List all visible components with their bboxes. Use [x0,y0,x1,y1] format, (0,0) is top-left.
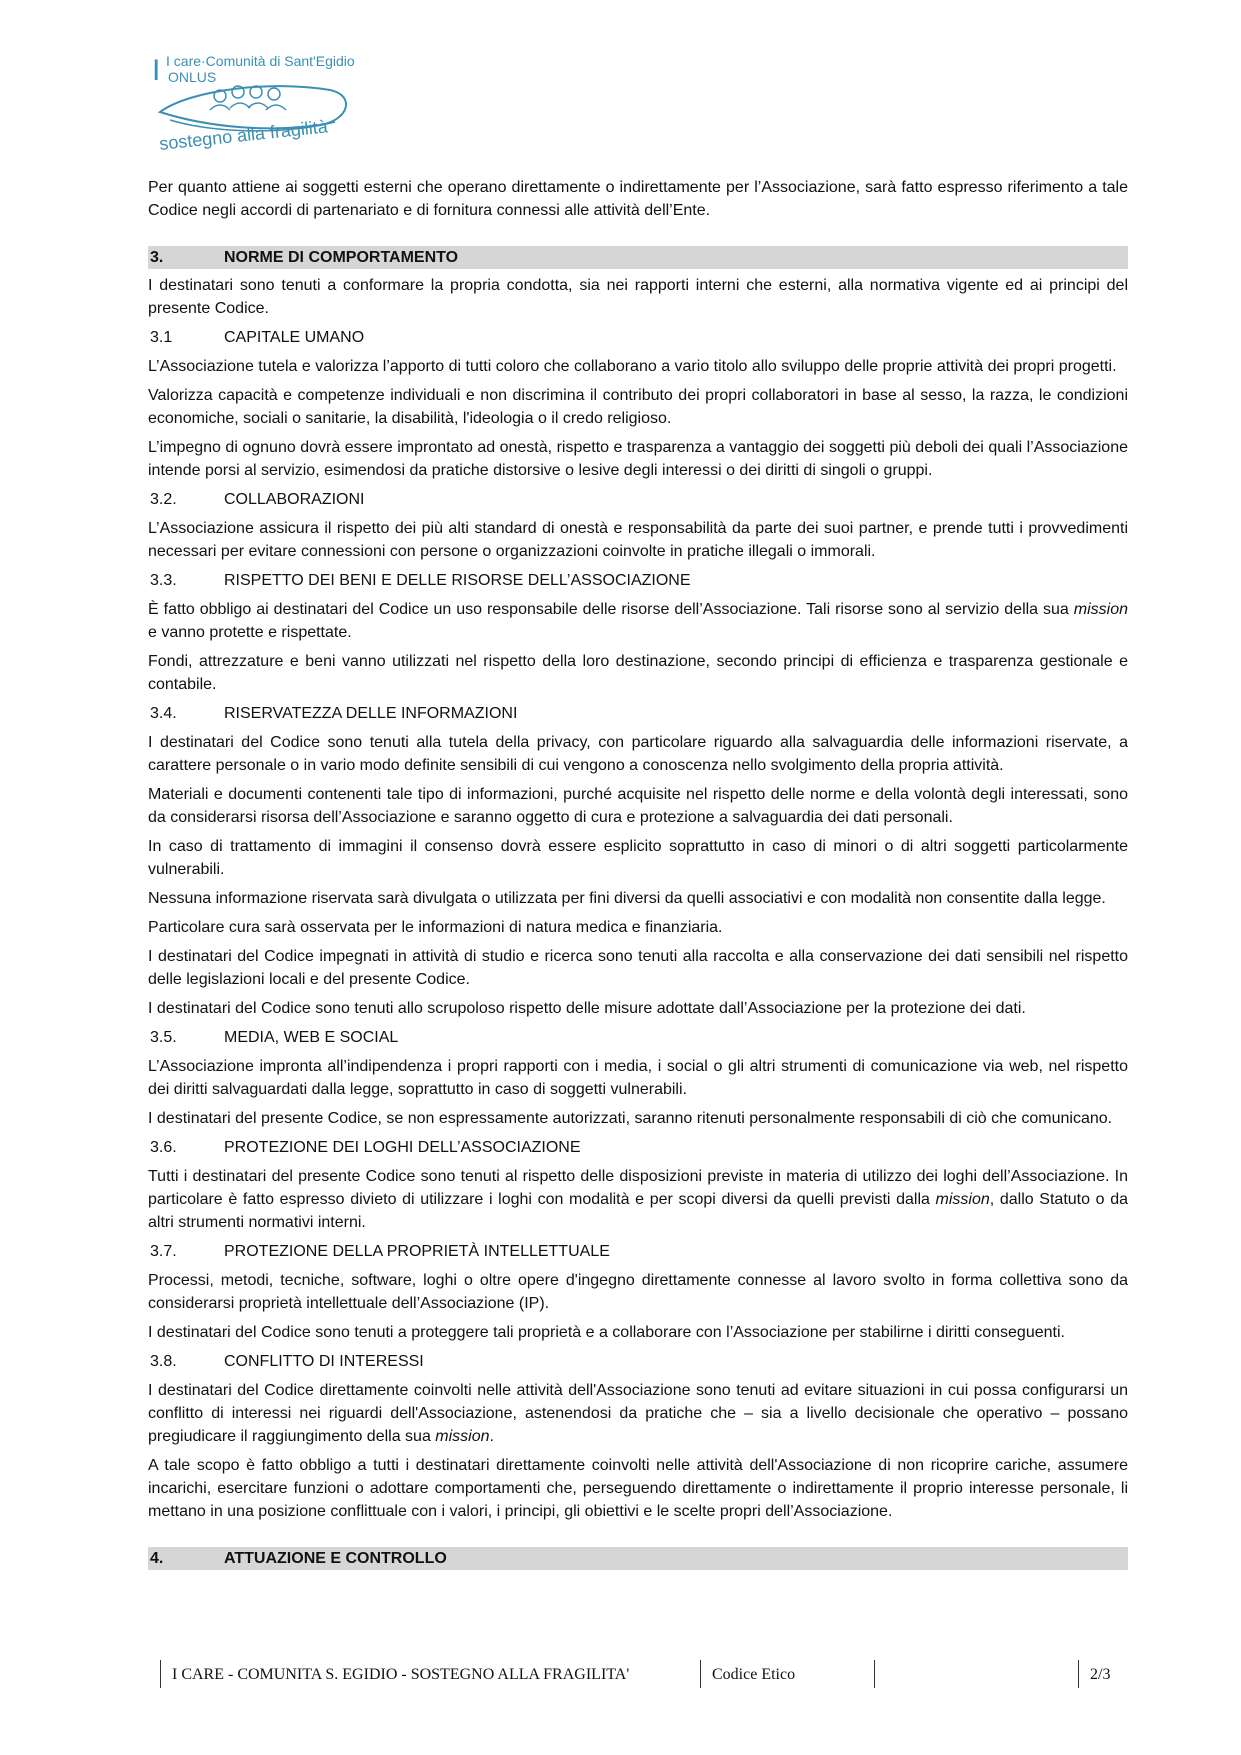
subsection-number: 3.3. [150,572,177,589]
text-run: I destinatari del Codice direttamente coinvolti nelle attività dell'Associazione sono tenuti ad evitare situazioni in cui possa configurarsi un conflitto di interessi nei riguardi dell'Associazione, astenendosi da pratiche che – sia a livello decisionale che operativo – possano pregiudicare il raggiungimento della sua [148,1382,1128,1445]
paragraph: A tale scopo è fatto obbligo a tutti i destinatari direttamente coinvolti nelle attività dell'Associazione di non ricoprire cariche, assumere incarichi, esercitare funzioni o adottare comportamenti che, perseguendo direttamente o indirettamente il proprio interesse personale, li mettano in una posizione conflittuale con i valori, i principi, gli obiettivi e le scelte propri dell’Associazione. [148,1457,1128,1520]
text-run: e vanno protette e rispettate. [148,624,352,641]
subsection-title: COLLABORAZIONI [224,491,365,508]
paragraph: I destinatari del Codice sono tenuti allo scrupoloso rispetto delle misure adottate dall’Associazione per la protezione dei dati. [148,1000,1026,1017]
paragraph: L’Associazione impronta all’indipendenza i propri rapporti con i media, i social o gli altri strumenti di comunicazione via web, nel rispetto dei diritti salvaguardati dalla legge, soprattutto in caso di soggetti vulnerabili. [148,1058,1128,1098]
subsection-title: CONFLITTO DI INTERESSI [224,1353,424,1370]
subsection-title: PROTEZIONE DELLA PROPRIETÀ INTELLETTUALE [224,1243,610,1260]
subsection-3-4-heading [148,702,1128,725]
subsection-title: PROTEZIONE DEI LOGHI DELL’ASSOCIAZIONE [224,1139,581,1156]
footer-organization: I CARE - COMUNITA S. EGIDIO - SOSTEGNO ALLA FRAGILITA' [172,1666,630,1683]
emphasis: mission [935,1191,990,1208]
paragraph: I destinatari del Codice impegnati in attività di studio e ricerca sono tenuti alla raccolta e alla conservazione dei dati sensibili nel rispetto delle legislazioni locali e del presente Codice. [148,948,1128,988]
subsection-number: 3.6. [150,1139,177,1156]
emphasis: mission [435,1428,490,1445]
section-number: 3. [150,249,164,266]
paragraph: I destinatari sono tenuti a conformare la propria condotta, sia nei rapporti interni che esterni, alla normativa vigente ed ai principi del presente Codice. [148,277,1128,317]
intro-paragraph: Per quanto attiene ai soggetti esterni che operano direttamente o indirettamente per l’Associazione, sarà fatto espresso riferimento a tale Codice negli accordi di partenariato e di fornitura connessi alle attività dell’Ente. [148,179,1128,219]
text-run: , dallo Statuto o da altri strumenti normativi interni. [148,1191,1128,1231]
footer-divider [874,1660,875,1688]
subsection-title: CAPITALE UMANO [224,329,365,346]
subsection-3-7-heading [148,1240,1128,1263]
footer-divider [1078,1660,1079,1688]
paragraph: L’impegno di ognuno dovrà essere improntato ad onestà, rispetto e trasparenza a vantaggio dei soggetti più deboli dei quali l’Associazione intende porsi al servizio, esimendosi da pratiche distorsive o lesive degli interessi o dei diritti di singoli o gruppi. [148,439,1128,479]
subsection-number: 3.8. [150,1353,177,1370]
subsection-number: 3.5. [150,1029,177,1046]
subsection-3-6-heading [148,1136,1128,1159]
svg-text:I: I [152,54,161,87]
subsection-number: 3.2. [150,491,177,508]
text-run: È fatto obbligo ai destinatari del Codice un uso responsabile delle risorse dell’Associazione. Tali risorse sono al servizio della sua [148,601,1074,618]
subsection-3-2-heading [148,488,1128,511]
paragraph: Materiali e documenti contenenti tale tipo di informazioni, purché acquisite nel rispetto delle norme e della volontà degli interessati, sono da considerarsi risorsa dell’Associazione e saranno oggetto di cura e protezione a salvaguardia dei dati personali. [148,786,1128,826]
paragraph: I destinatari del Codice sono tenuti alla tutela della privacy, con particolare riguardo alla salvaguardia delle informazioni riservate, a carattere personale o in vario modo definite sensibili di cui vengono a conoscenza nello svolgimento della propria attività. [148,734,1128,774]
footer-document-name: Codice Etico [712,1666,796,1683]
section-number: 4. [150,1550,164,1567]
text-run: Tutti i destinatari del presente Codice sono tenuti al rispetto delle disposizioni previste in materia di utilizzo dei loghi dell’Associazione. In particolare è fatto espresso divieto di utilizzare i loghi con modalità e per scopi diversi da quelli previsti dalla [148,1168,1128,1208]
section-3-heading [148,246,1128,269]
subsection-3-1-heading [148,326,1128,349]
logo-tagline: sostegno alla fragilità [158,116,329,154]
footer-divider [700,1660,701,1688]
subsection-title: RISERVATEZZA DELLE INFORMAZIONI [224,705,518,722]
logo-line1: I care·Comunità di Sant'Egidio [166,53,355,69]
subsection-number: 3.4. [150,705,177,722]
paragraph: I destinatari del Codice sono tenuti a proteggere tali proprietà e a collaborare con l’Associazione per stabilirne i diritti conseguenti. [148,1324,1065,1341]
logo-graphic [150,50,370,160]
subsection-title: RISPETTO DEI BENI E DELLE RISORSE DELL’ASSOCIAZIONE [224,572,691,589]
paragraph: I destinatari del presente Codice, se non espressamente autorizzati, saranno ritenuti personalmente responsabili di ciò che comunicano. [148,1110,1113,1127]
subsection-3-8-heading [148,1350,1128,1373]
emphasis: mission [1073,601,1128,618]
section-title: ATTUAZIONE E CONTROLLO [224,1550,447,1567]
logo-line2: ONLUS [168,69,217,85]
subsection-number: 3.7. [150,1243,177,1260]
subsection-title: MEDIA, WEB E SOCIAL [224,1029,399,1046]
paragraph [148,598,1128,644]
subsection-3-3-heading [148,569,1128,592]
page-footer [160,1660,1120,1688]
paragraph: Particolare cura sarà osservata per le informazioni di natura medica e finanziaria. [148,919,723,936]
text-run: . [489,1428,494,1445]
section-4-heading [148,1547,1128,1570]
footer-divider [160,1660,161,1688]
organization-logo [150,50,370,160]
paragraph: L’Associazione assicura il rispetto dei più alti standard di onestà e responsabilità da parte dei suoi partner, e prende tutti i provvedimenti necessari per evitare connessioni con persone o organizzazioni coinvolte in pratiche illegali o immorali. [148,520,1128,560]
document-body [148,176,1128,1575]
paragraph [148,1165,1128,1234]
paragraph [148,1379,1128,1448]
subsection-3-5-heading [148,1026,1128,1049]
paragraph: In caso di trattamento di immagini il consenso dovrà essere esplicito soprattutto in caso di minori o di altri soggetti particolarmente vulnerabili. [148,838,1128,878]
paragraph: Fondi, attrezzature e beni vanno utilizzati nel rispetto della loro destinazione, secondo principi di efficienza e trasparenza gestionale e contabile. [148,653,1128,693]
paragraph: Processi, metodi, tecniche, software, loghi o oltre opere d'ingegno direttamente connesse al lavoro svolto in forma collettiva sono da considerarsi proprietà intellettuale dell’Associazione (IP). [148,1272,1128,1312]
paragraph: L’Associazione tutela e valorizza l’apporto di tutti coloro che collaborano a vario titolo allo sviluppo delle proprie attività dei propri progetti. [148,358,1117,375]
subsection-number: 3.1 [150,329,173,346]
paragraph: Nessuna informazione riservata sarà divulgata o utilizzata per fini diversi da quelli associativi e con modalità non consentite dalla legge. [148,890,1106,907]
paragraph: Valorizza capacità e competenze individuali e non discrimina il contributo dei propri collaboratori in base al sesso, la razza, le condizioni economiche, sociali o sanitarie, la disabilità, l'ideologia o il credo religioso. [148,387,1128,427]
page-number: 2/3 [1090,1666,1111,1683]
section-title: NORME DI COMPORTAMENTO [224,249,459,266]
